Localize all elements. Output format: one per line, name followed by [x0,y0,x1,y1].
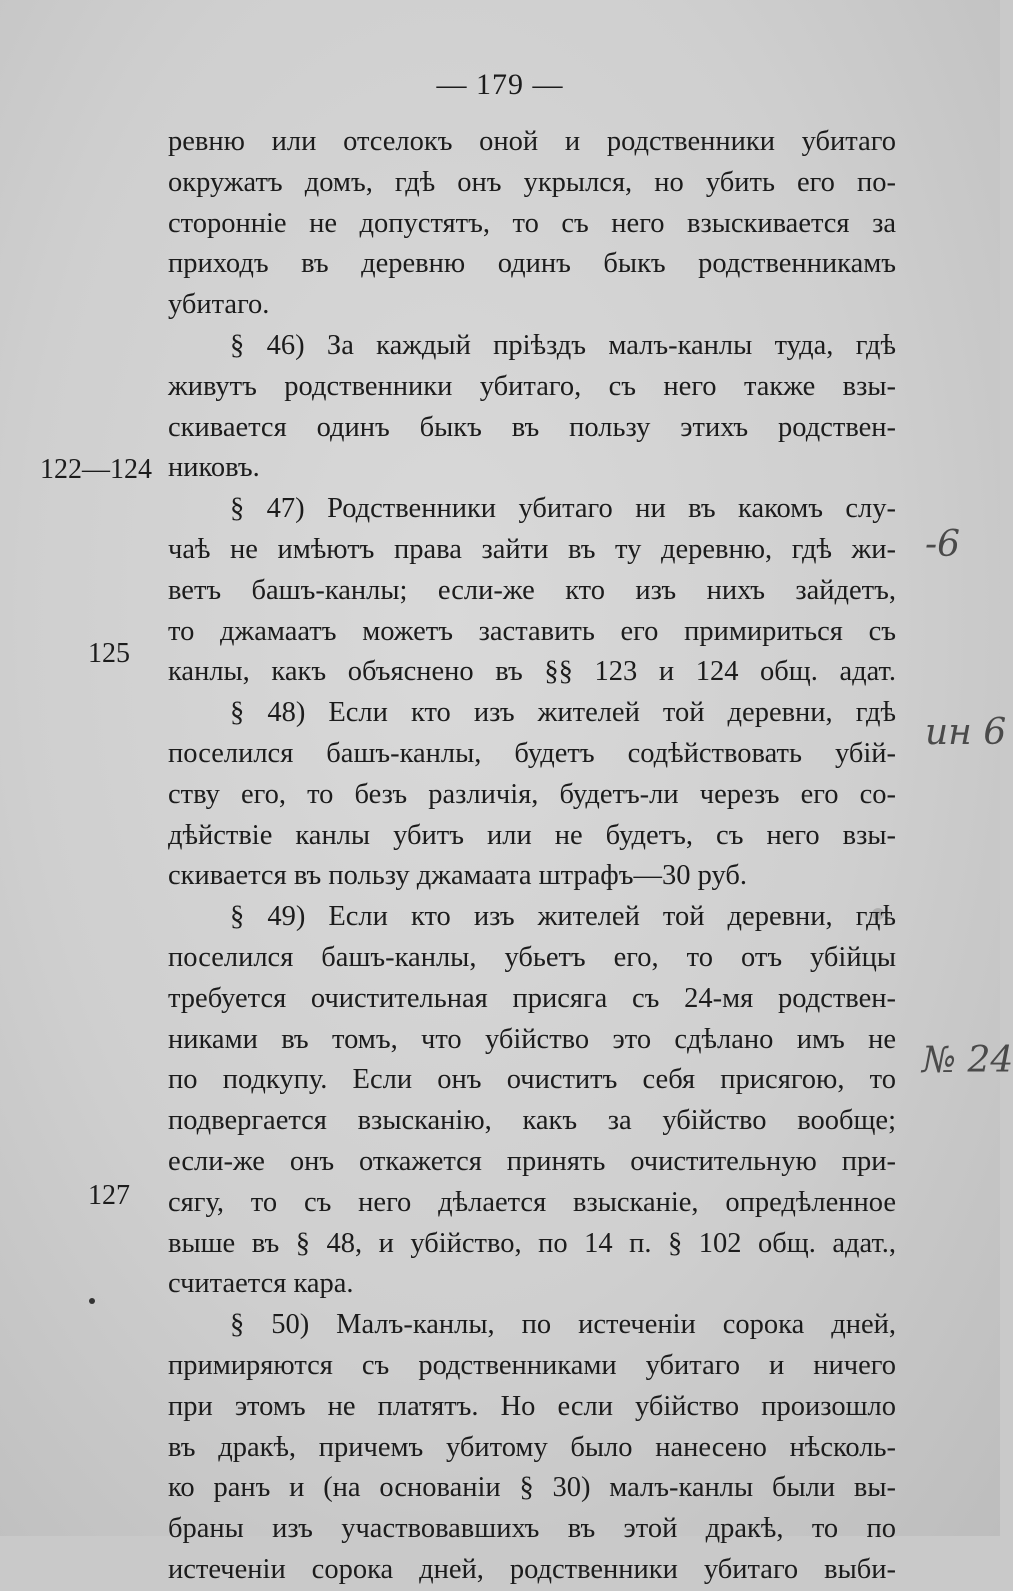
text-line: въ дракѣ, причемъ убитому было нанесено нѣсколь- [168,1431,896,1463]
text-line: браны изъ участвовавшихъ въ этой дракѣ, то по [168,1513,896,1545]
text-line: § 50) Малъ-канлы, по истеченіи сорока дней, [230,1309,896,1341]
text-line: то джамаатъ можетъ заставить его примириться съ [168,615,896,647]
text-line: истеченіи сорока дней, родственники убитаго выби- [168,1553,896,1585]
ink-dot [89,1298,95,1304]
text-line: живутъ родственники убитаго, съ него также взы- [168,370,896,402]
pencil-annotation: -6 [925,524,961,565]
margin-reference: 122—124 [40,454,152,485]
text-line: поселился башъ-канлы, будетъ содѣйствовать убій- [168,737,896,769]
text-line: ству его, то безъ различія, будетъ-ли черезъ его со- [168,778,896,810]
text-line: выше въ § 48, и убійство, по 14 п. § 102 общ. адат., [168,1227,896,1259]
pencil-annotation: № 24 [922,1040,1013,1081]
text-line: чаѣ не имѣютъ права зайти въ ту деревню, гдѣ жи- [168,533,896,565]
text-line: скивается одинъ быкъ въ пользу этихъ родствен- [168,411,896,443]
text-line: убитаго. [168,289,270,321]
text-line: § 46) За каждый пріѣздъ малъ-канлы туда, гдѣ [230,329,896,361]
text-line: скивается въ пользу джамаата штрафъ—30 руб. [168,860,747,892]
text-line: § 47) Родственники убитаго ни въ какомъ слу- [230,493,896,525]
text-line: сторонніе не допустятъ, то съ него взыскивается за [168,207,896,239]
text-line: ветъ башъ-канлы; если-же кто изъ нихъ зайдетъ, [168,574,896,606]
text-line: если-же онъ откажется принять очистительную при- [168,1145,896,1177]
text-line: ко ранъ и (на основаніи § 30) малъ-канлы были вы- [168,1472,896,1504]
text-line: приходъ въ деревню одинъ быкъ родственникамъ [168,248,896,280]
text-line: при этомъ не платятъ. Но если убійство произошло [168,1390,896,1422]
text-line: ревню или отселокъ оной и родственники убитаго [168,126,896,157]
text-line: примиряются съ родственниками убитаго и ничего [168,1349,896,1381]
text-line: подвергается взысканію, какъ за убійство вообще; [168,1105,896,1137]
text-line: канлы, какъ объяснено въ §§ 123 и 124 общ. адат. [168,656,896,688]
margin-reference: 125 [88,638,130,669]
text-line: по подкупу. Если онъ очиститъ себя присягою, то [168,1064,896,1096]
pencil-annotation: ин 6 [925,712,1007,753]
body-text [168,122,896,1591]
text-line: никовъ. [168,452,260,484]
text-line: требуется очистительная присяга съ 24-мя родствен- [168,982,896,1014]
text-line: окружатъ домъ, гдѣ онъ укрылся, но убить его по- [168,166,896,198]
page-number: — 179 — [436,68,564,101]
text-line: дѣйствіе канлы убитъ или не будетъ, съ него взы- [168,819,896,851]
text-line: считается кара. [168,1268,354,1300]
text-line: поселился башъ-канлы, убьетъ его, то отъ убійцы [168,941,896,973]
text-line: сягу, то съ него дѣлается взысканіе, опредѣленное [168,1186,896,1218]
text-line: никами въ томъ, что убійство это сдѣлано имъ не [168,1023,896,1055]
margin-reference: 127 [88,1180,130,1211]
text-line: § 49) Если кто изъ жителей той деревни, гдѣ [230,901,896,933]
text-line: § 48) Если кто изъ жителей той деревни, гдѣ [230,697,896,729]
